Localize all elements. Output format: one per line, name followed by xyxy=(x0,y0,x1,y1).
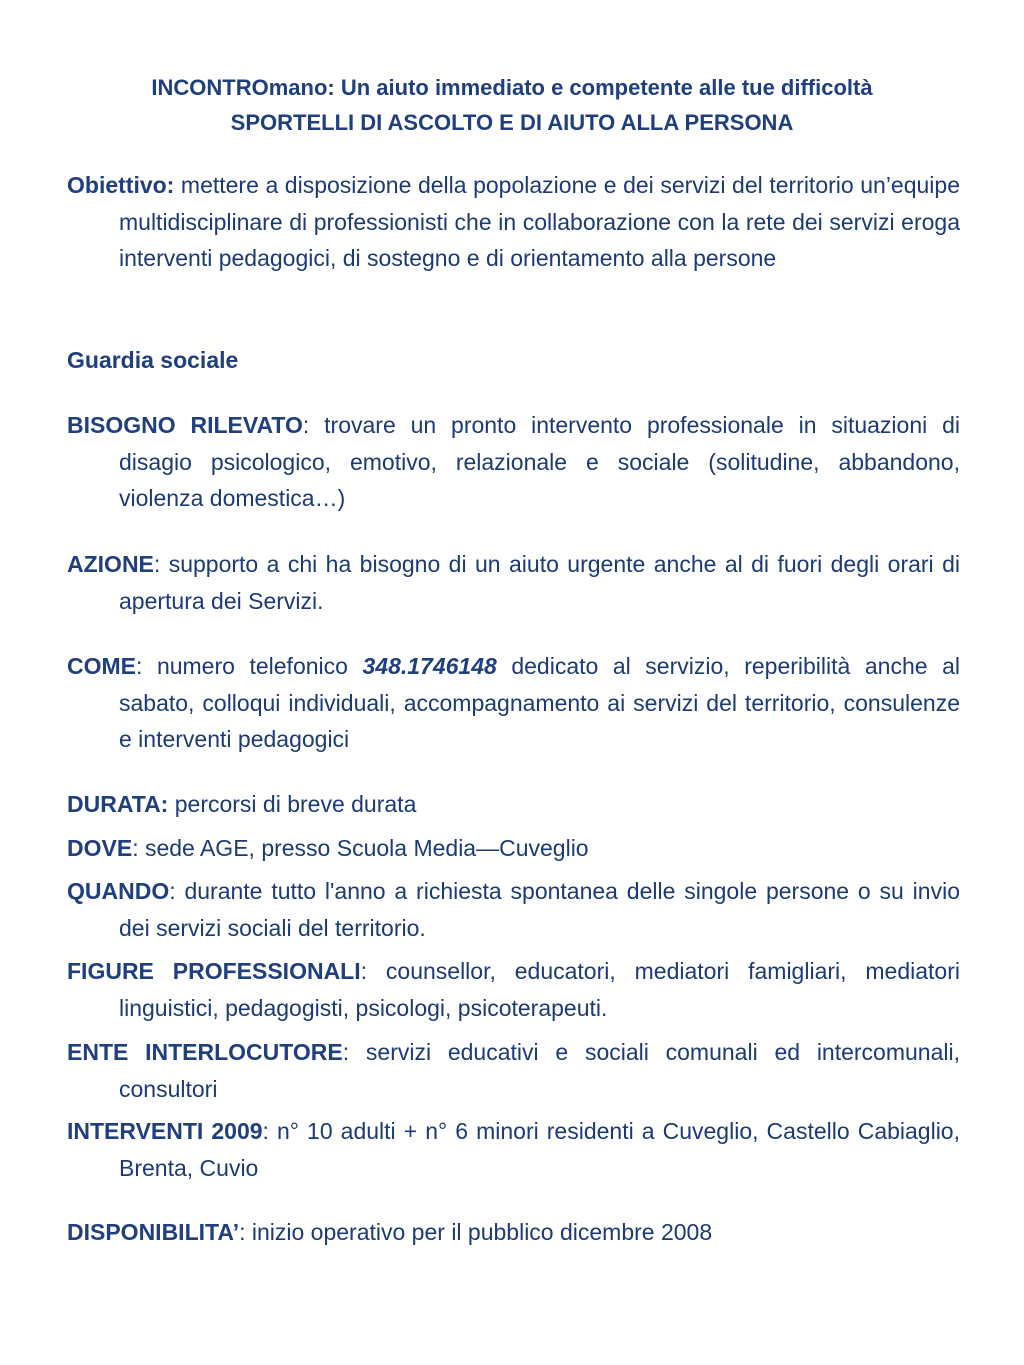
azione-label: AZIONE xyxy=(67,551,154,577)
figure-text: : counsellor, educatori, mediatori famigliari, mediatori linguistici, pedagogisti, psicologi, psicoterapeuti. xyxy=(119,958,960,1021)
ente-label: ENTE INTERLOCUTORE xyxy=(67,1039,343,1065)
quando-text: : durante tutto l'anno a richiesta spontanea delle singole persone o su invio dei servizi sociali del territorio. xyxy=(119,878,960,941)
bisogno-label: BISOGNO RILEVATO xyxy=(67,412,303,438)
disponibilita-paragraph xyxy=(67,1214,960,1251)
figure-paragraph xyxy=(67,953,960,1026)
dove-paragraph xyxy=(67,830,960,867)
come-text-after: dedicato al servizio, reperibilità anche al sabato, colloqui individuali, accompagnamento ai servizi del territorio, consulenze e interventi pedagogici xyxy=(119,653,960,752)
interventi-label: INTERVENTI 2009 xyxy=(67,1118,263,1144)
come-paragraph xyxy=(67,648,960,758)
interventi-paragraph xyxy=(67,1113,960,1186)
durata-paragraph xyxy=(67,786,960,823)
document-title xyxy=(40,70,984,140)
quando-label: QUANDO xyxy=(67,878,170,904)
interventi-text: : n° 10 adulti + n° 6 minori residenti a Cuveglio, Castello Cabiaglio, Brenta, Cuvio xyxy=(119,1118,960,1181)
disponibilita-text: : inizio operativo per il pubblico dicembre 2008 xyxy=(239,1219,713,1245)
obiettivo-text: mettere a disposizione della popolazione e dei servizi del territorio un’equipe multidisciplinare di professionisti che in collaborazione con la rete dei servizi eroga interventi pedagogici, di sostegno e di orientamento alla persone xyxy=(119,172,960,271)
disponibilita-label: DISPONIBILITA’ xyxy=(67,1219,240,1245)
durata-text: percorsi di breve durata xyxy=(168,791,417,817)
quando-paragraph xyxy=(67,873,960,946)
obiettivo-paragraph xyxy=(67,167,960,277)
guardia-sociale-heading: Guardia sociale xyxy=(67,347,239,373)
title-line-1: INCONTROmano: Un aiuto immediato e competente alle tue difficoltà xyxy=(151,75,873,100)
phone-number: 348.1746148 xyxy=(362,653,497,679)
dove-label: DOVE xyxy=(67,835,133,861)
azione-paragraph xyxy=(67,546,960,619)
ente-text: : servizi educativi e sociali comunali ed intercomunali, consultori xyxy=(119,1039,960,1102)
ente-paragraph xyxy=(67,1034,960,1107)
azione-text: : supporto a chi ha bisogno di un aiuto urgente anche al di fuori degli orari di apertura dei Servizi. xyxy=(119,551,960,614)
title-line-2: SPORTELLI DI ASCOLTO E DI AIUTO ALLA PERSONA xyxy=(230,110,794,135)
come-text-before: : numero telefonico xyxy=(136,653,363,679)
obiettivo-label: Obiettivo: xyxy=(67,172,175,198)
bisogno-text: : trovare un pronto intervento professionale in situazioni di disagio psicologico, emotivo, relazionale e sociale (solitudine, abbandono, violenza domestica…) xyxy=(119,412,960,511)
dove-text: : sede AGE, presso Scuola Media—Cuveglio xyxy=(132,835,589,861)
figure-label: FIGURE PROFESSIONALI xyxy=(67,958,361,984)
bisogno-paragraph xyxy=(67,407,960,517)
come-label: COME xyxy=(67,653,136,679)
durata-label: DURATA: xyxy=(67,791,169,817)
